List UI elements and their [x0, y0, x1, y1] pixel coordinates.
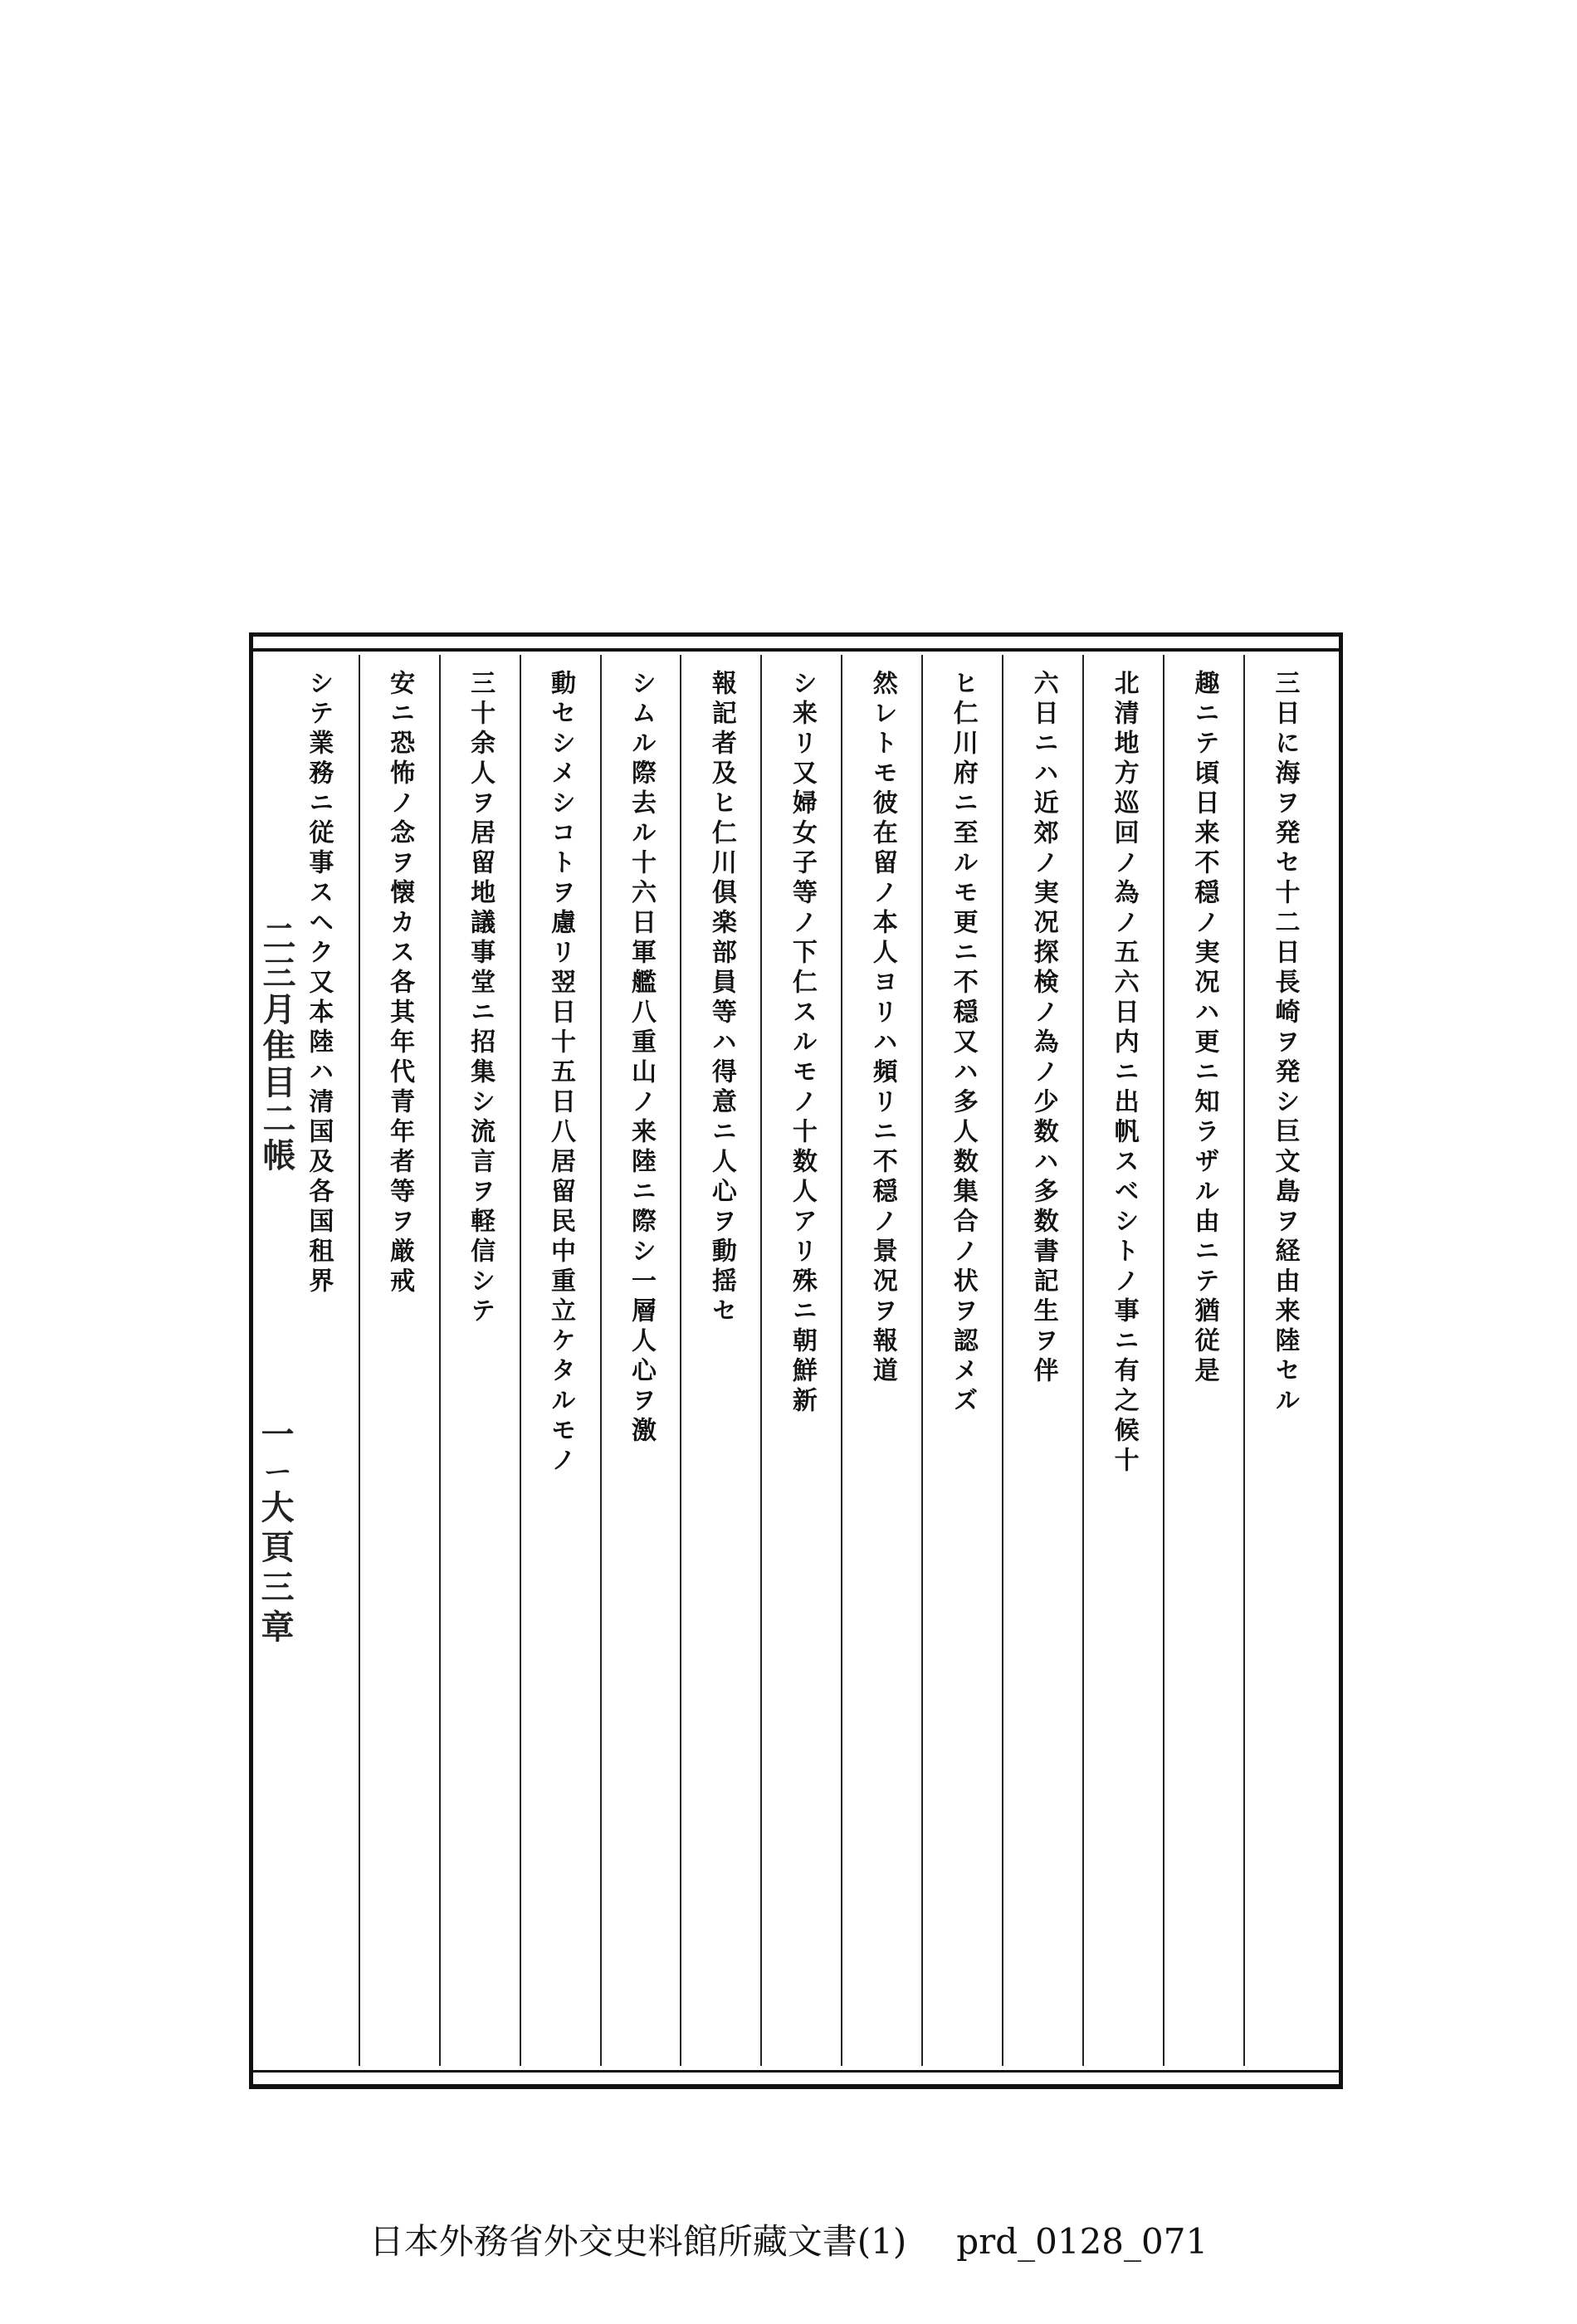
- text-column-3: [1082, 655, 1163, 2066]
- manuscript-page: [249, 632, 1343, 2089]
- column-text: シテ業務ニ従事スヘク又本陸ハ清国及各国租界: [304, 670, 334, 1297]
- text-column-11: [439, 655, 520, 2066]
- text-column-8: [680, 655, 760, 2066]
- text-columns: [278, 655, 1324, 2066]
- column-text: 三十余人ヲ居留地議事堂ニ招集シ流言ヲ軽信シテ: [466, 670, 496, 1327]
- text-column-5: [921, 655, 1002, 2066]
- text-column-13: [278, 655, 359, 2066]
- margin-note-upper: 二三月隹目二帳: [257, 919, 296, 1174]
- column-text: シ来リ又婦女子等ノ下仁スルモノ十数人アリ殊ニ朝鮮新: [787, 670, 817, 1417]
- column-text: 報記者及ヒ仁川倶楽部員等ハ得意ニ人心ヲ動揺セ: [706, 670, 736, 1327]
- column-text: ヒ仁川府ニ至ルモ更ニ不穏又ハ多人数集合ノ状ヲ認メズ: [948, 670, 978, 1417]
- bottom-border-rule: [253, 2070, 1339, 2073]
- top-border-rule: [253, 648, 1339, 652]
- column-text: 動セシメシコトヲ慮リ翌日十五日八居留民中重立ケタルモノ: [546, 670, 576, 1477]
- margin-note-lower: 一ㄧ大頁三章: [256, 1417, 295, 1649]
- archive-caption: [0, 2214, 1577, 2264]
- text-column-10: [520, 655, 600, 2066]
- document-id: prd_0128_071: [956, 2221, 1208, 2262]
- text-column-6: [841, 655, 921, 2066]
- text-column-7: [760, 655, 841, 2066]
- column-text: 安ニ恐怖ノ念ヲ懐カス各其年代青年者等ヲ厳戒: [385, 670, 415, 1297]
- text-column-2: [1163, 655, 1243, 2066]
- text-column-9: [600, 655, 681, 2066]
- column-text: 六日ニハ近郊ノ実况探検ノ為ノ少数ハ多数書記生ヲ伴: [1028, 670, 1058, 1387]
- column-text: シムル際去ル十六日軍艦八重山ノ来陸ニ際シ一層人心ヲ激: [626, 670, 656, 1447]
- text-column-1: [1243, 655, 1324, 2066]
- text-column-4: [1002, 655, 1082, 2066]
- column-text: 趣ニテ頃日来不穏ノ実况ハ更ニ知ラザル由ニテ猶従是: [1189, 670, 1219, 1387]
- collection-name: 日本外務省外交史料館所藏文書(1): [369, 2221, 907, 2262]
- column-text: 北清地方巡回ノ為ノ五六日内ニ出帆スベシトノ事ニ有之候十: [1109, 670, 1139, 1477]
- column-text: 然レトモ彼在留ノ本人ヨリハ頻リニ不穏ノ景况ヲ報道: [867, 670, 897, 1387]
- text-column-12: [359, 655, 439, 2066]
- column-text: 三日に海ヲ発セ十二日長崎ヲ発シ巨文島ヲ経由来陸セル: [1270, 670, 1300, 1417]
